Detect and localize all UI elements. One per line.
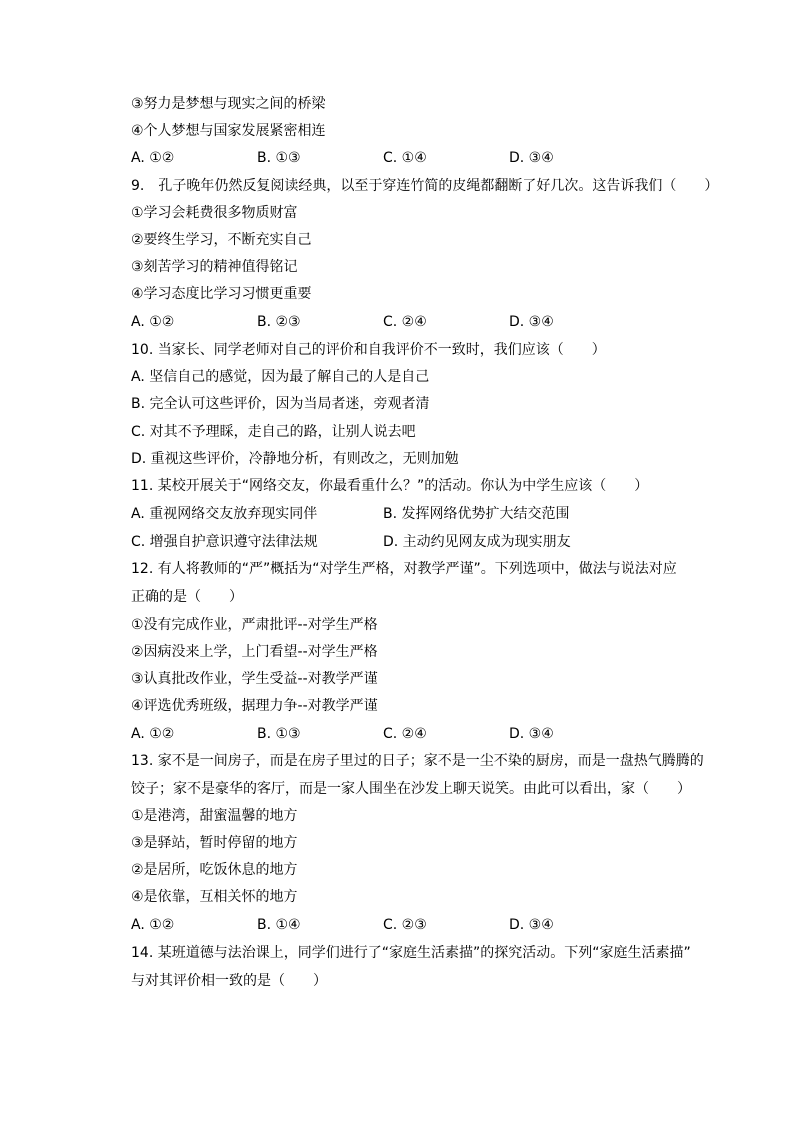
q13-option-c[interactable]: C. ②③ [383, 917, 427, 933]
q9-option-c[interactable]: C. ②④ [383, 314, 427, 330]
q12-statement-4: ④评选优秀班级，据理力争--对教学严谨 [131, 698, 378, 714]
q8-option-b[interactable]: B. ①③ [257, 150, 301, 166]
q13-option-d[interactable]: D. ③④ [509, 917, 554, 933]
q8-option-a[interactable]: A. ①② [131, 150, 175, 166]
q9-statement-3: ③刻苦学习的精神值得铭记 [131, 259, 298, 275]
q10-option-d[interactable]: D. 重视这些评价，冷静地分析，有则改之，无则加勉 [131, 451, 459, 467]
q11-option-d[interactable]: D. 主动约见网友成为现实朋友 [383, 534, 571, 550]
q10-stem: 10. 当家长、同学老师对自己的评价和自我评价不一致时，我们应该（ ） [131, 342, 606, 358]
q13-option-a[interactable]: A. ①② [131, 917, 175, 933]
q8-option-c[interactable]: C. ①④ [383, 150, 427, 166]
q8-option-d[interactable]: D. ③④ [509, 150, 554, 166]
q12-option-b[interactable]: B. ①③ [257, 726, 301, 742]
q9-statement-4: ④学习态度比学习习惯更重要 [131, 286, 312, 302]
q12-option-d[interactable]: D. ③④ [509, 726, 554, 742]
q14-stem-line-2: 与对其评价相一致的是（ ） [131, 973, 327, 989]
q11-option-a[interactable]: A. 重视网络交友放弃现实同伴 [131, 506, 318, 522]
q12-statement-1: ①没有完成作业，严肃批评--对学生严格 [131, 617, 378, 633]
q10-option-b[interactable]: B. 完全认可这些评价，因为当局者迷，旁观者清 [131, 396, 430, 412]
q13-stem-line-2: 饺子；家不是豪华的客厅，而是一家人围坐在沙发上聊天说笑。由此可以看出，家（ ） [131, 781, 691, 797]
q12-stem-line-2: 正确的是（ ） [131, 589, 243, 605]
q9-option-b[interactable]: B. ②③ [257, 314, 301, 330]
q10-option-c[interactable]: C. 对其不予理睬，走自己的路，让别人说去吧 [131, 424, 416, 440]
q13-stem-line-1: 13. 家不是一间房子，而是在房子里过的日子；家不是一尘不染的厨房，而是一盘热气腾腾的 [131, 753, 704, 769]
q13-statement-2: ②是居所，吃饭休息的地方 [131, 862, 298, 878]
q14-stem-line-1: 14. 某班道德与法治课上，同学们进行了“家庭生活素描”的探究活动。下列“家庭生活素描” [131, 945, 691, 961]
q13-statement-3: ③是驿站，暂时停留的地方 [131, 835, 298, 851]
q13-option-b[interactable]: B. ①④ [257, 917, 301, 933]
q13-statement-1: ①是港湾，甜蜜温馨的地方 [131, 808, 298, 824]
q8-statement-3: ③努力是梦想与现实之间的桥梁 [131, 96, 326, 112]
q11-option-c[interactable]: C. 增强自护意识遵守法律法规 [131, 534, 318, 550]
q9-option-d[interactable]: D. ③④ [509, 314, 554, 330]
q11-stem: 11. 某校开展关于“网络交友，你最看重什么？”的活动。你认为中学生应该（ ） [131, 478, 649, 494]
q9-statement-1: ①学习会耗费很多物质财富 [131, 205, 298, 221]
q12-option-a[interactable]: A. ①② [131, 726, 175, 742]
q9-stem: 9. 孔子晚年仍然反复阅读经典，以至于穿连竹简的皮绳都翻断了好几次。这告诉我们（ ） [131, 178, 719, 194]
q9-statement-2: ②要终生学习，不断充实自己 [131, 232, 312, 248]
q12-statement-2: ②因病没来上学，上门看望--对学生严格 [131, 644, 378, 660]
q10-option-a[interactable]: A. 坚信自己的感觉，因为最了解自己的人是自己 [131, 369, 430, 385]
q12-stem-line-1: 12. 有人将教师的“严”概括为“对学生严格，对教学严谨”。下列选项中，做法与说法对应 [131, 561, 677, 577]
q8-statement-4: ④个人梦想与国家发展紧密相连 [131, 123, 326, 139]
q9-option-a[interactable]: A. ①② [131, 314, 175, 330]
q13-statement-4: ④是依靠，互相关怀的地方 [131, 889, 298, 905]
q11-option-b[interactable]: B. 发挥网络优势扩大结交范围 [383, 506, 570, 522]
q12-option-c[interactable]: C. ②④ [383, 726, 427, 742]
q12-statement-3: ③认真批改作业，学生受益--对教学严谨 [131, 671, 378, 687]
